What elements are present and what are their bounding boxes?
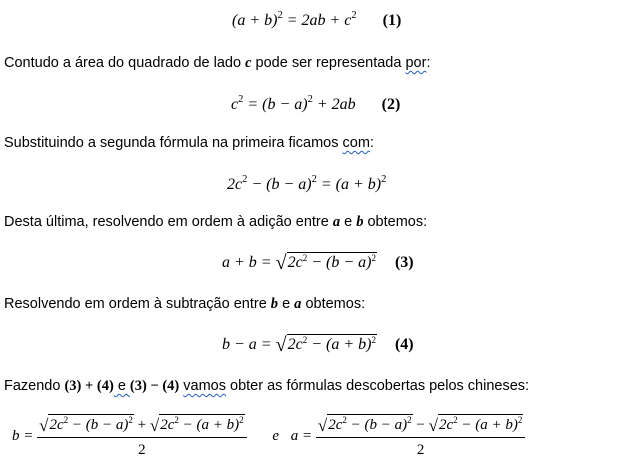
spellcheck-word: com — [342, 135, 370, 151]
expr-sum: (3) + (4) — [64, 378, 114, 394]
fraction-a: $\frac{√2c^2 - (b - a)^2 - √2c^2 - (a + b)^2}{2}$ — [316, 414, 525, 459]
var-a: a — [294, 296, 302, 312]
eq1-lhs: (a + b) — [232, 12, 278, 29]
paragraph-4: Resolvendo em ordem à subtração entre b e a obtemos: — [4, 296, 366, 312]
eq1-number: (1) — [382, 12, 402, 29]
spellcheck-word: por — [405, 55, 427, 71]
eq2-number: (2) — [381, 96, 401, 113]
equation-2: $c^2 = (b - a)^2 + 2ab$ (2) — [231, 94, 401, 113]
a-lhs: a = — [290, 427, 313, 444]
paragraph-2: Substituindo a segunda fórmula na primeira ficamos com: — [4, 135, 374, 151]
equation-6 — [12, 414, 525, 459]
equation-3: $2c^2 - (b - a)^2 = (a + b)^2$ — [227, 174, 387, 193]
var-b: b — [356, 214, 364, 230]
eq4-number: (3) — [394, 254, 414, 271]
equation-4: $a + b = √2c^2 - (b - a)^2$ (3) — [222, 252, 414, 274]
radical: $√2c^2 - (a + b)^2$ — [275, 334, 376, 356]
expr-diff: (3) − (4) — [129, 378, 180, 394]
radical: $√2c^2 - (b - a)^2$ — [275, 252, 376, 274]
spellcheck-word: vamos — [183, 378, 226, 394]
b-lhs: b = — [12, 427, 34, 444]
equation-1: $(a + b)^2 = 2ab + c^2$ (1) — [232, 10, 402, 29]
conjunction: e — [272, 427, 280, 444]
var-a: a — [332, 214, 341, 230]
paragraph-3: Desta última, resolvendo em ordem à adição entre a e b obtemos: — [4, 214, 428, 230]
var-b: b — [270, 296, 279, 312]
paragraph-1: Contudo a área do quadrado de lado c pode ser representada por: — [4, 55, 431, 71]
var-c: c — [245, 55, 252, 71]
equation-5: $b - a = √2c^2 - (a + b)^2$ (4) — [222, 334, 414, 356]
fraction-b: $\frac{√2c^2 - (b - a)^2 + √2c^2 - (a + b)^2}{2}$ — [37, 414, 246, 459]
eq1-rhs: = 2ab + c — [286, 12, 352, 29]
eq5-number: (4) — [394, 336, 414, 353]
paragraph-5: Fazendo (3) + (4) e (3) − (4) vamos obter as fórmulas descobertas pelos chineses: — [4, 378, 530, 394]
